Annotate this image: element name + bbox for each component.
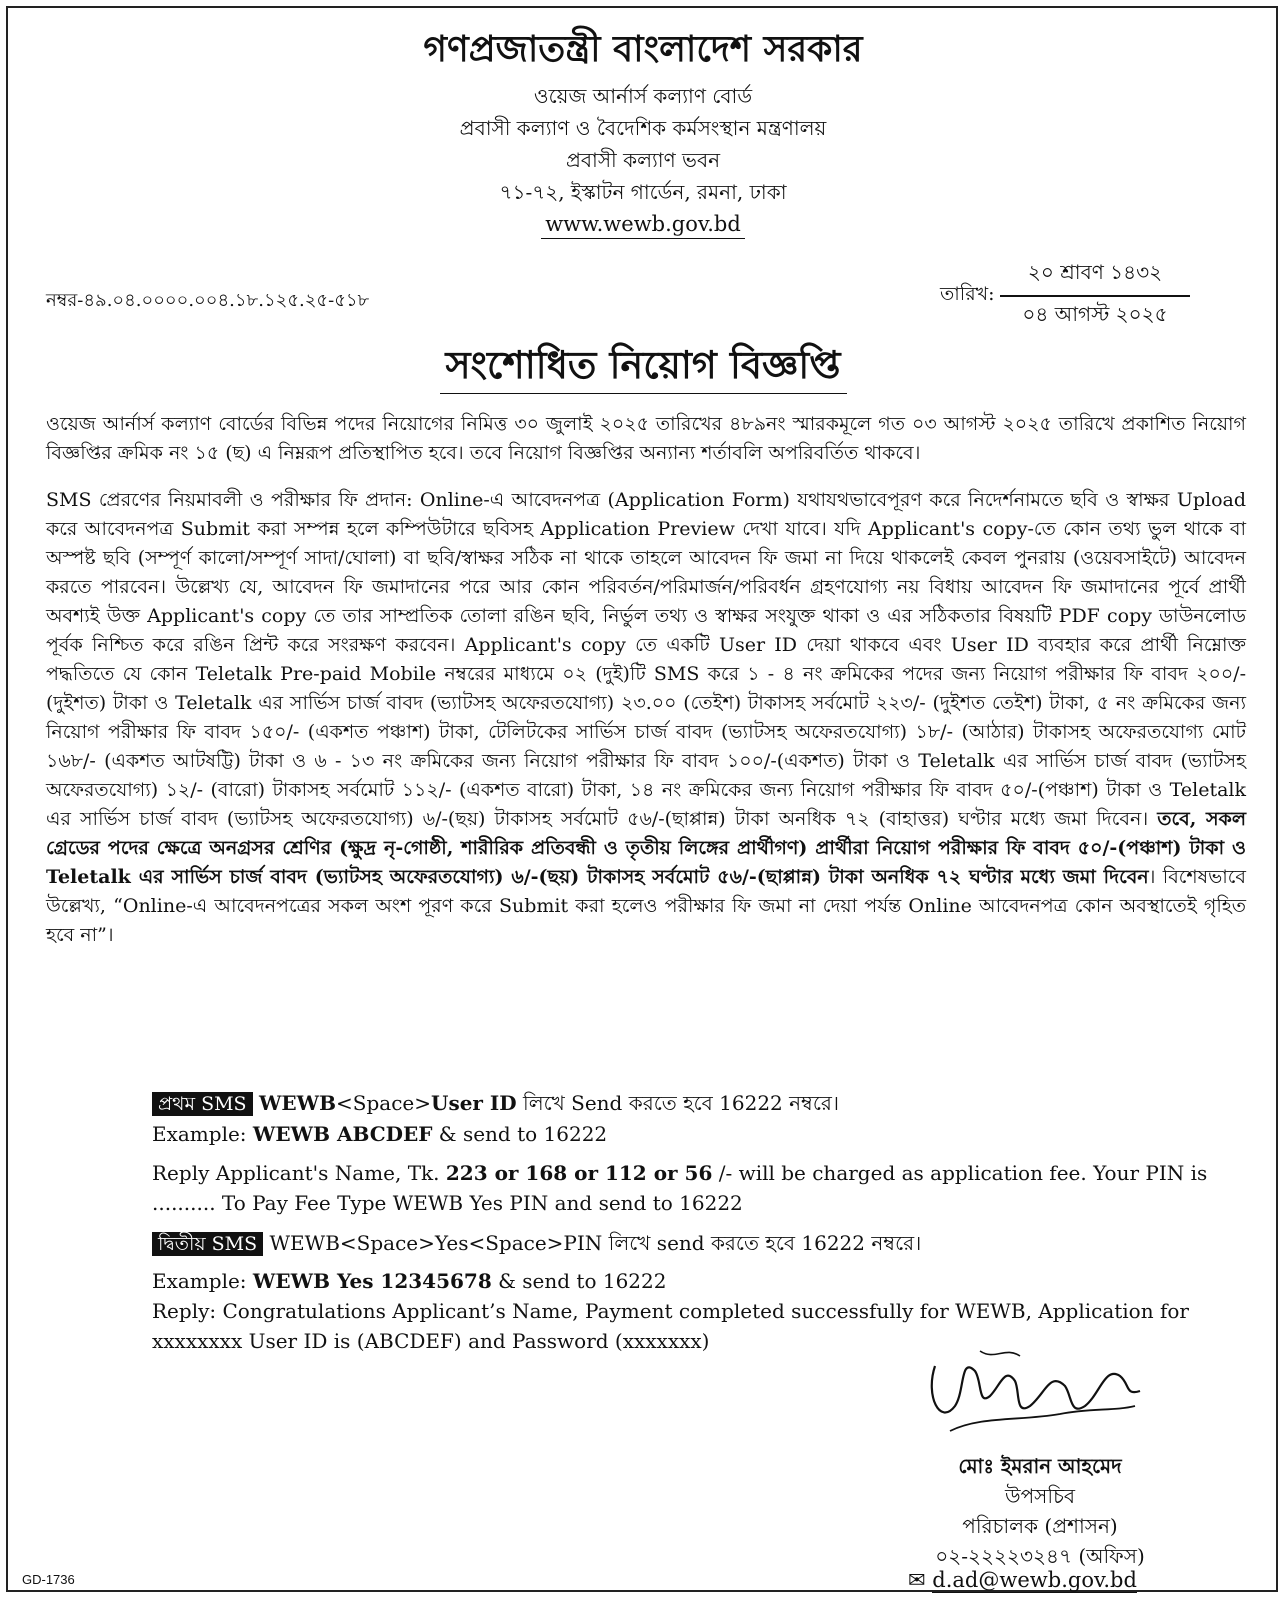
date-gregorian: ০৪ আগস্ট ২০২৫ [1022, 302, 1168, 326]
instructions-main: SMS প্রেরণের নিয়মাবলী ও পরীক্ষার ফি প্রদান: Online-এ আবেদনপত্র (Application Form) যথাযথভাবেপূরণ করে নিদের্শনামতে ছবি ও স্বাক্ষর Upload করে আবেদনপত্র Submit করা সম্পন্ন হলে কম্পিউটারে ছবিসহ Application Preview দেখা যাবে। যদি Applicant's copy-তে কোন তথ্য ভুল থাকে বা অস্পষ্ট ছবি (সম্পূর্ণ কালো/সম্পূর্ণ সাদা/ঘোলা) বা ছবি/স্বাক্ষর সঠিক না থাকে তাহলে আবেদন ফি জমা না দিয়ে থাকলেই কেবল পুনরায় (ওয়েবসাইটে) আবেদন করতে পারবেন। উল্লেখ্য যে, আবেদন ফি জমাদানের পরে আর কোন পরিবর্তন/পরিমার্জন/পরিবর্ধন গ্রহণযোগ্য নয় বিধায় আবেদন ফি জমাদানের পূর্বে প্রার্থী অবশ্যই উক্ত Applicant's copy তে তার সাম্প্রতিক তোলা রঙিন ছবি, নির্ভুল তথ্য ও স্বাক্ষর সংযুক্ত থাকা ও এর সঠিকতার বিষয়টি PDF copy ডাউনলোড পূর্বক নিশ্চিত করে রঙিন প্রিন্ট করে সংরক্ষণ করবেন। Applicant's copy তে একটি User ID দেয়া থাকবে এবং User ID ব্যবহার করে প্রার্থী নিম্নোক্ত পদ্ধতিতে যে কোন Teletalk Pre-paid Mobile নম্বরের মাধ্যমে ০২ (দুই)টি SMS করে ১ - ৪ নং ক্রমিকের পদের জন্য নিয়োগ পরীক্ষার ফি বাবদ ২০০/-(দুইশত) টাকা ও Teletalk এর সার্ভিস চার্জ বাবদ (ভ্যাটসহ অফেরতযোগ্য) ২৩.০০ (তেইশ) টাকাসহ সর্বমোট ২২৩/- (দুইশত তেইশ) টাকা, ৫ নং ক্রমিকের জন্য নিয়োগ পরীক্ষার ফি বাবদ ১৫০/- (একশত পঞ্চাশ) টাকা, টেলিটকের সার্ভিস চার্জ বাবদ (ভ্যাটসহ অফেরতযোগ্য) ১৮/- (আঠার) টাকাসহ অফেরতযোগ্য মোট ১৬৮/- (একশত আটষট্টি) টাকা ও ৬ - ১৩ নং ক্রমিকের জন্য নিয়োগ পরীক্ষার ফি বাবদ ১০০/-(একশত) টাকা ও Teletalk এর সার্ভিস চার্জ বাবদ (ভ্যাটসহ অফেরতযোগ্য) ১২/- (বারো) টাকাসহ সর্বমোট ১১২/- (একশত বারো) টাকা, ১৪ নং ক্রমিকের জন্য নিয়োগ পরীক্ষার ফি বাবদ ৫০/-(পঞ্চাশ) টাকা ও Teletalk এর সার্ভিস চার্জ বাবদ (ভ্যাটসহ অফেরতযোগ্য) ৬/-(ছয়) টাকাসহ সর্বমোট ৫৬/-(ছাপ্পান্ন) টাকা অনধিক ৭২ (বাহাত্তর) ঘণ্টার মধ্যে জমা দিবেন। [46, 489, 1246, 830]
second-example-value: WEWB Yes 12345678 [252, 1269, 492, 1293]
memo-number: নম্বর-৪৯.০৪.০০০০.০০৪.১৮.১২৫.২৫-৫১৮ [46, 290, 370, 311]
date-label: তারিখ: [940, 283, 995, 305]
footer-code: GD-1736 [22, 1572, 75, 1587]
first-sms-space: <Space> [336, 1091, 431, 1115]
second-sms-instruction: WEWB<Space>Yes<Space>PIN লিখে send করতে হবে 16222 নম্বরে। [263, 1231, 922, 1255]
signatory-name: মোঃ ইমরান আহমেদ [958, 1454, 1122, 1478]
first-reply: Reply Applicant's Name, Tk. 223 or 168 or 112 or 56 /- will be charged as application fee. Your PIN is .......... To Pay Fee Type WEWB Yes PIN and send to 16222 [152, 1161, 1208, 1215]
first-example-label: Example: [152, 1122, 253, 1146]
signatory-email[interactable] [908, 1568, 1137, 1592]
signatory-designation: উপসচিব [1004, 1484, 1075, 1508]
first-sms-tag: প্রথম SMS [152, 1092, 253, 1116]
signatory-role: পরিচালক (প্রশাসন) [962, 1514, 1118, 1538]
second-sms-tag: দ্বিতীয় SMS [152, 1232, 263, 1256]
date-bangla: ২০ শ্রাবণ ১৪৩২ [1000, 258, 1190, 297]
fee-amounts: 223 or 168 or 112 or 56 [445, 1161, 713, 1185]
envelope-icon: ✉ [908, 1568, 926, 1592]
board-name: ওয়েজ আর্নার্স কল্যাণ বোর্ড [533, 84, 753, 108]
instructions-end: । বিশেষভাবে উল্লেখ্য, “Online-এ আবেদনপত্রের সকল অংশ পূরণ করে Submit করা হলেও পরীক্ষার ফি জমা না দেয়া পর্যন্ত Online আবেদনপত্র কোন অবস্থাতেই গৃহিত হবে না”। [46, 866, 1247, 946]
notice-title: সংশোধিত নিয়োগ বিজ্ঞপ্তি [0, 336, 1286, 400]
instructions-bold: তবে, সকল গ্রেডের পদের ক্ষেত্রে অনগ্রসর শ্রেণির (ক্ষুদ্র নৃ-গোষ্ঠী, শারীরিক প্রতিবন্ধী ও তৃতীয় লিঙ্গের প্রার্থীগণ) প্রার্থীরা নিয়োগ পরীক্ষার ফি বাবদ ৫০/-(পঞ্চাশ) টাকা ও Teletalk এর সার্ভিস চার্জ বাবদ (ভ্যাটসহ অফেরতযোগ্য) ৬/-(ছয়) টাকাসহ সর্বমোট ৫৬/-(ছাপ্পান্ন) টাকা অনধিক ৭২ ঘণ্টার মধ্যে জমা দিবেন [46, 808, 1246, 888]
first-example-value: WEWB ABCDEF [252, 1122, 433, 1146]
office-address: ৭১-৭২, ইস্কাটন গার্ডেন, রমনা, ঢাকা [499, 180, 787, 204]
second-reply: Reply: Congratulations Applicant’s Name, Payment completed successfully for WEWB, Application for xxxxxxxx User ID is (ABCDEF) and Password (xxxxxxx) [152, 1299, 1189, 1353]
signatory-phone: ০২-২২২২৩২৪৭ (অফিস) [935, 1544, 1145, 1568]
government-heading: গণপ্রজাতন্ত্রী বাংলাদেশ সরকার [423, 28, 863, 70]
instructions-paragraph [46, 486, 1246, 1056]
first-sms-keyword: WEWB [258, 1091, 337, 1115]
building-name: প্রবাসী কল্যাণ ভবন [565, 148, 721, 172]
second-example: Example: WEWB Yes 12345678 & send to 16222 [152, 1269, 667, 1293]
first-example-rest: & send to 16222 [432, 1122, 608, 1146]
intro-paragraph: ওয়েজ আর্নার্স কল্যাণ বোর্ডের বিভিন্ন পদের নিয়োগের নিমিত্ত ৩০ জুলাই ২০২৫ তারিখের ৪৮৯নং স্মারকমূলে গত ০৩ আগস্ট ২০২৫ তারিখে প্রকাশিত নিয়োগ বিজ্ঞপ্তির ক্রমিক নং ১৫ (ছ) এ নিম্নরূপ প্রতিস্থাপিত হবে। তবে নিয়োগ বিজ্ঞপ্তির অন্যান্য শর্তাবলি অপরিবর্তিত থাকবে। [46, 413, 1246, 464]
signature [920, 1336, 1150, 1446]
website-link[interactable]: www.wewb.gov.bd [0, 212, 1286, 236]
ministry-name: প্রবাসী কল্যাণ ও বৈদেশিক কর্মসংস্থান মন্ত্রণালয় [459, 116, 827, 140]
first-sms-instruction: লিখে Send করতে হবে 16222 নম্বরে। [516, 1091, 840, 1115]
email-address[interactable]: d.ad@wewb.gov.bd [932, 1568, 1137, 1592]
first-sms-userid: User ID [431, 1091, 517, 1115]
first-sms-block [152, 1088, 1244, 1149]
second-sms-block [152, 1228, 1244, 1259]
